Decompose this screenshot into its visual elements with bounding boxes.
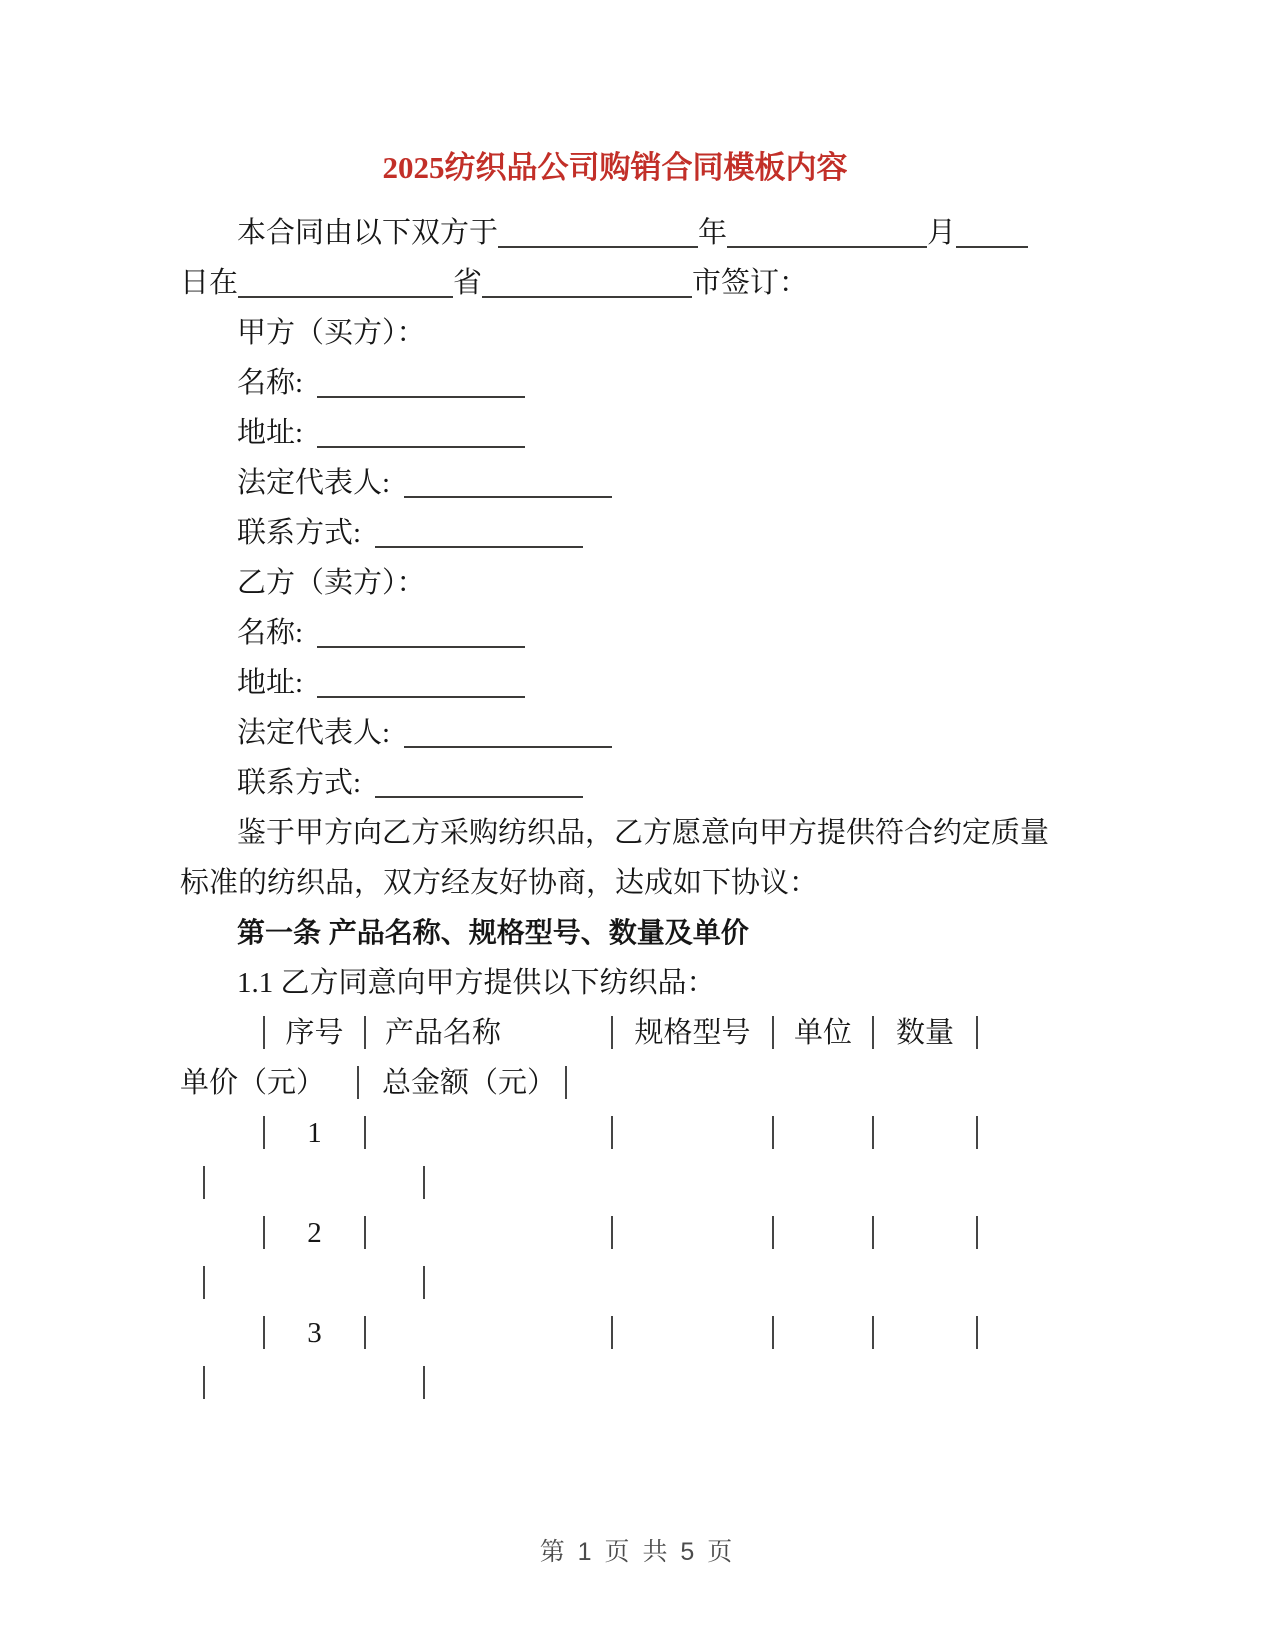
column-separator <box>423 1266 425 1299</box>
party-b-address-row <box>180 658 1050 708</box>
party-b-heading: 乙方（卖方）： <box>237 567 426 599</box>
party-b-representative-row <box>180 708 1050 758</box>
column-separator <box>772 1216 774 1249</box>
table-row-continuation <box>180 1358 1050 1408</box>
row-serial-number: 3 <box>307 1317 322 1349</box>
table-header-line-1 <box>180 1008 1050 1058</box>
column-separator <box>872 1016 874 1049</box>
row-serial-number: 1 <box>307 1117 322 1149</box>
party-b-contact-row <box>180 758 1050 808</box>
blank-party-a-representative <box>404 492 612 498</box>
blank-day <box>956 242 1028 248</box>
column-separator <box>263 1116 265 1149</box>
table-row <box>180 1308 1050 1358</box>
intro-line-1 <box>180 208 1050 258</box>
column-separator <box>203 1366 205 1399</box>
blank-year <box>498 242 698 248</box>
column-separator <box>263 1216 265 1249</box>
header-cell-spec-model: 规格型号 <box>634 1017 751 1049</box>
province-label: 省 <box>453 267 483 299</box>
month-label: 月 <box>927 217 957 249</box>
column-separator <box>772 1316 774 1349</box>
column-separator <box>611 1116 613 1149</box>
column-separator <box>203 1166 205 1199</box>
blank-party-b-address <box>317 692 525 698</box>
column-separator <box>364 1316 366 1349</box>
column-separator <box>872 1316 874 1349</box>
blank-party-b-contact <box>375 792 583 798</box>
column-separator <box>423 1166 425 1199</box>
table-row-continuation <box>180 1158 1050 1208</box>
blank-party-b-representative <box>404 742 612 748</box>
contract-title: 2025纺织品公司购销合同模板内容 <box>382 150 848 185</box>
recital-line-2: 标准的纺织品，双方经友好协商，达成如下协议： <box>180 867 819 899</box>
column-separator <box>203 1266 205 1299</box>
year-label: 年 <box>698 217 728 249</box>
header-cell-unit: 单位 <box>793 1017 852 1049</box>
column-separator <box>565 1066 567 1099</box>
party-b-name-label: 名称: <box>237 617 304 649</box>
column-separator <box>263 1016 265 1049</box>
blank-province <box>238 292 453 298</box>
blank-month <box>727 242 927 248</box>
party-a-contact-row <box>180 508 1050 558</box>
party-a-name-label: 名称: <box>237 367 304 399</box>
party-a-contact-label: 联系方式: <box>237 517 362 549</box>
party-b-contact-label: 联系方式: <box>237 767 362 799</box>
party-a-representative-row <box>180 458 1050 508</box>
header-cell-quantity: 数量 <box>895 1017 954 1049</box>
column-separator <box>263 1316 265 1349</box>
blank-party-a-address <box>317 442 525 448</box>
header-cell-total-amount: 总金额（元） <box>382 1067 557 1099</box>
column-separator <box>872 1116 874 1149</box>
table-row <box>180 1108 1050 1158</box>
column-separator <box>872 1216 874 1249</box>
intro-line-2 <box>180 258 1050 308</box>
page-number: 第 1 页 共 5 页 <box>539 1538 736 1566</box>
column-separator <box>611 1216 613 1249</box>
table-row-continuation <box>180 1258 1050 1308</box>
column-separator <box>976 1316 978 1349</box>
column-separator <box>364 1116 366 1149</box>
recital-line-1: 鉴于甲方向乙方采购纺织品，乙方愿意向甲方提供符合约定质量 <box>237 817 1050 849</box>
column-separator <box>364 1216 366 1249</box>
intro-line2-prefix: 日在 <box>180 267 239 299</box>
header-cell-product-name: 产品名称 <box>385 1017 502 1049</box>
blank-party-a-contact <box>375 542 583 548</box>
table-header-line-2 <box>180 1058 1050 1108</box>
party-a-heading: 甲方（买方）： <box>237 317 426 349</box>
column-separator <box>976 1116 978 1149</box>
clause-1-item-1-1: 1.1 乙方同意向甲方提供以下纺织品： <box>237 967 716 999</box>
header-cell-unit-price: 单价（元） <box>180 1067 326 1099</box>
column-separator <box>772 1016 774 1049</box>
column-separator <box>976 1016 978 1049</box>
column-separator <box>364 1016 366 1049</box>
clause-1-heading: 第一条 产品名称、规格型号、数量及单价 <box>237 917 749 948</box>
party-b-name-row <box>180 608 1050 658</box>
party-a-address-label: 地址: <box>237 417 304 449</box>
party-a-representative-label: 法定代表人: <box>237 467 391 499</box>
blank-party-b-name <box>317 642 525 648</box>
city-sign-suffix: 市签订： <box>692 267 809 299</box>
blank-city <box>482 292 692 298</box>
party-a-address-row <box>180 408 1050 458</box>
row-serial-number: 2 <box>307 1217 322 1249</box>
blank-party-a-name <box>317 392 525 398</box>
column-separator <box>611 1016 613 1049</box>
product-table <box>180 1008 1050 1408</box>
party-a-name-row <box>180 358 1050 408</box>
column-separator <box>976 1216 978 1249</box>
intro-line1-prefix: 本合同由以下双方于 <box>237 217 499 249</box>
column-separator <box>357 1066 359 1099</box>
document-content <box>180 143 1050 1408</box>
table-row <box>180 1208 1050 1258</box>
column-separator <box>423 1366 425 1399</box>
column-separator <box>611 1316 613 1349</box>
header-cell-serial: 序号 <box>285 1017 344 1049</box>
party-b-address-label: 地址: <box>237 667 304 699</box>
column-separator <box>772 1116 774 1149</box>
party-b-representative-label: 法定代表人: <box>237 717 391 749</box>
